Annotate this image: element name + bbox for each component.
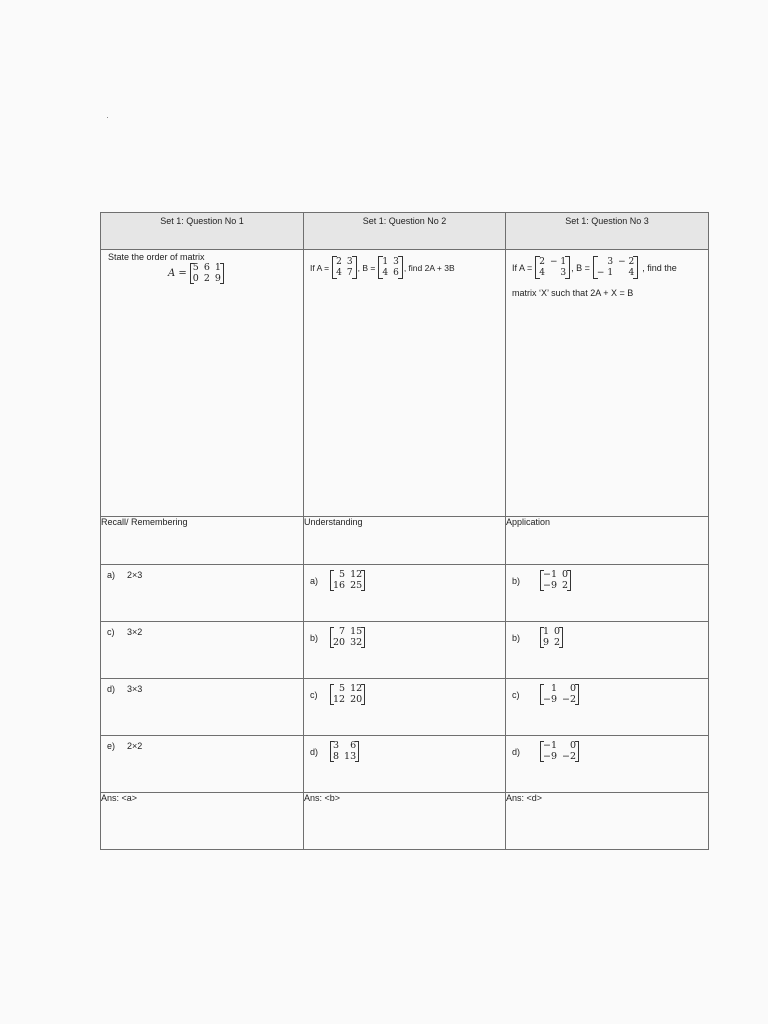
matrix-entry: 15 xyxy=(350,626,363,637)
category-q3: Application xyxy=(506,517,709,565)
matrix-entry: 6 xyxy=(393,268,399,278)
question-table xyxy=(100,212,709,850)
matrix-entry: 4 xyxy=(628,268,635,278)
question-3-b-label: , B = xyxy=(571,262,590,273)
question-2-tail: , find 2A + 3B xyxy=(403,262,455,273)
matrix-entry: 2 xyxy=(554,637,561,648)
option-key: c) xyxy=(512,689,520,700)
option-q2 xyxy=(304,679,506,736)
answer-row xyxy=(101,793,709,850)
matrix-entry: 3 xyxy=(393,257,399,267)
matrix-entry: − 1 xyxy=(596,268,614,278)
matrix-entry: −2 xyxy=(562,751,577,762)
matrix-entry: 12 xyxy=(350,569,363,580)
matrix-entry: 25 xyxy=(350,580,363,591)
matrix-entry: 0 xyxy=(569,683,577,694)
question-3-line2: matrix ‘X’ such that 2A + X = B xyxy=(512,288,634,298)
option-matrix xyxy=(330,684,365,705)
answer-q1: Ans: <a> xyxy=(101,793,304,850)
option-key: c) xyxy=(310,689,318,700)
option-q2 xyxy=(304,565,506,622)
matrix-entry: 0 xyxy=(562,569,569,580)
matrix-entry: 13 xyxy=(344,751,357,762)
question-3-tail: , find the xyxy=(642,262,677,273)
matrix-entry: −9 xyxy=(543,694,558,705)
matrix-entry: 5 xyxy=(339,683,346,694)
option-q3 xyxy=(506,565,709,622)
matrix-entry: −9 xyxy=(543,580,558,591)
matrix-entry: 9 xyxy=(543,637,550,648)
option-q1 xyxy=(101,736,304,793)
question-2-matrix-a xyxy=(332,256,356,279)
matrix-entry: 1 xyxy=(550,683,558,694)
question-3-cell xyxy=(506,250,709,517)
option-key: d) xyxy=(310,746,319,757)
category-q1: Recall/ Remembering xyxy=(101,517,304,565)
matrix-entry: 0 xyxy=(569,740,577,751)
option-matrix xyxy=(540,741,579,762)
matrix-entry: 2 xyxy=(203,273,210,284)
option-key: b) xyxy=(512,575,521,586)
matrix-entry: 12 xyxy=(350,683,363,694)
matrix-entry: 0 xyxy=(192,273,199,284)
question-1-var: A = xyxy=(168,268,187,279)
matrix-entry: 7 xyxy=(346,268,353,278)
matrix-entry: 12 xyxy=(333,694,346,705)
matrix-entry: 6 xyxy=(350,740,357,751)
header-q3-label: Set 1: Question No 3 xyxy=(565,216,649,226)
matrix-entry: 6 xyxy=(203,262,210,273)
options-body xyxy=(101,565,709,793)
option-row xyxy=(101,679,709,736)
header-q3 xyxy=(506,213,709,250)
matrix-entry: 5 xyxy=(192,262,199,273)
option-q1 xyxy=(101,679,304,736)
matrix-entry: 9 xyxy=(214,273,221,284)
option-key: d) xyxy=(512,746,521,757)
matrix-entry: 3 xyxy=(560,268,567,278)
option-key: b) xyxy=(310,632,319,643)
matrix-entry: 2 xyxy=(539,257,546,267)
option-matrix xyxy=(540,684,579,705)
matrix-entry: 4 xyxy=(539,268,546,278)
category-row xyxy=(101,517,709,565)
option-q2 xyxy=(304,622,506,679)
matrix-entry: −9 xyxy=(543,751,558,762)
matrix-entry: 3 xyxy=(346,257,353,267)
matrix-entry: 16 xyxy=(333,580,346,591)
option-q3 xyxy=(506,679,709,736)
option-key: d) xyxy=(107,684,116,694)
option-matrix xyxy=(330,627,365,648)
matrix-entry: 32 xyxy=(350,637,363,648)
option-value: 3×3 xyxy=(127,684,143,694)
question-3-matrix-a xyxy=(535,256,570,279)
header-q1 xyxy=(101,213,304,250)
option-value: 2×3 xyxy=(127,570,143,580)
matrix-entry: −2 xyxy=(562,694,577,705)
matrix-entry: 20 xyxy=(333,637,346,648)
header-row xyxy=(101,213,709,250)
question-3-matrix-b xyxy=(593,256,638,279)
option-row xyxy=(101,736,709,793)
matrix-entry: −1 xyxy=(543,569,558,580)
option-q2 xyxy=(304,736,506,793)
matrix-entry: −1 xyxy=(543,740,558,751)
option-matrix xyxy=(330,741,359,762)
question-2-matrix-b xyxy=(378,256,402,279)
question-row xyxy=(101,250,709,517)
header-q1-label: Set 1: Question No 1 xyxy=(160,216,244,226)
matrix-entry: 4 xyxy=(382,268,389,278)
option-key: a) xyxy=(107,570,116,580)
option-matrix xyxy=(540,627,563,648)
option-key: c) xyxy=(107,627,115,637)
option-q1 xyxy=(101,565,304,622)
question-2-b-label: , B = xyxy=(357,262,376,273)
question-2-cell xyxy=(304,250,506,517)
matrix-entry: 4 xyxy=(336,268,342,278)
matrix-entry: 3 xyxy=(333,740,340,751)
question-1-matrix xyxy=(190,263,224,284)
matrix-entry: 2 xyxy=(336,257,342,267)
matrix-entry: 1 xyxy=(214,262,221,273)
question-2-if-a: If A = xyxy=(310,262,330,273)
header-q2-label: Set 1: Question No 2 xyxy=(362,216,447,226)
matrix-entry: 1 xyxy=(543,626,550,637)
answer-q3: Ans: <d> xyxy=(506,793,709,850)
option-value: 3×2 xyxy=(127,627,143,637)
category-q2: Understanding xyxy=(304,517,506,565)
option-key: e) xyxy=(107,741,116,751)
matrix-entry: 0 xyxy=(554,626,561,637)
option-q1 xyxy=(101,622,304,679)
option-matrix xyxy=(330,570,365,591)
option-key: a) xyxy=(310,575,319,586)
answer-q2: Ans: <b> xyxy=(304,793,506,850)
option-row xyxy=(101,622,709,679)
matrix-entry: 2 xyxy=(562,580,569,591)
matrix-entry: 3 xyxy=(607,257,614,267)
question-1-text: State the order of matrix xyxy=(108,252,205,262)
question-3-if-a: If A = xyxy=(512,262,533,273)
question-1-cell xyxy=(101,250,304,517)
matrix-entry: 8 xyxy=(333,751,340,762)
option-q3 xyxy=(506,622,709,679)
matrix-entry: 1 xyxy=(382,257,389,267)
option-matrix xyxy=(540,570,571,591)
option-key: b) xyxy=(512,632,521,643)
stray-dot xyxy=(107,117,108,118)
matrix-entry: 7 xyxy=(339,626,346,637)
matrix-entry: 5 xyxy=(339,569,346,580)
matrix-entry: 20 xyxy=(350,694,363,705)
option-q3 xyxy=(506,736,709,793)
matrix-entry: − 1 xyxy=(550,257,567,267)
option-value: 2×2 xyxy=(127,741,143,751)
option-row xyxy=(101,565,709,622)
matrix-entry: − 2 xyxy=(618,257,635,267)
header-q2 xyxy=(304,213,506,250)
